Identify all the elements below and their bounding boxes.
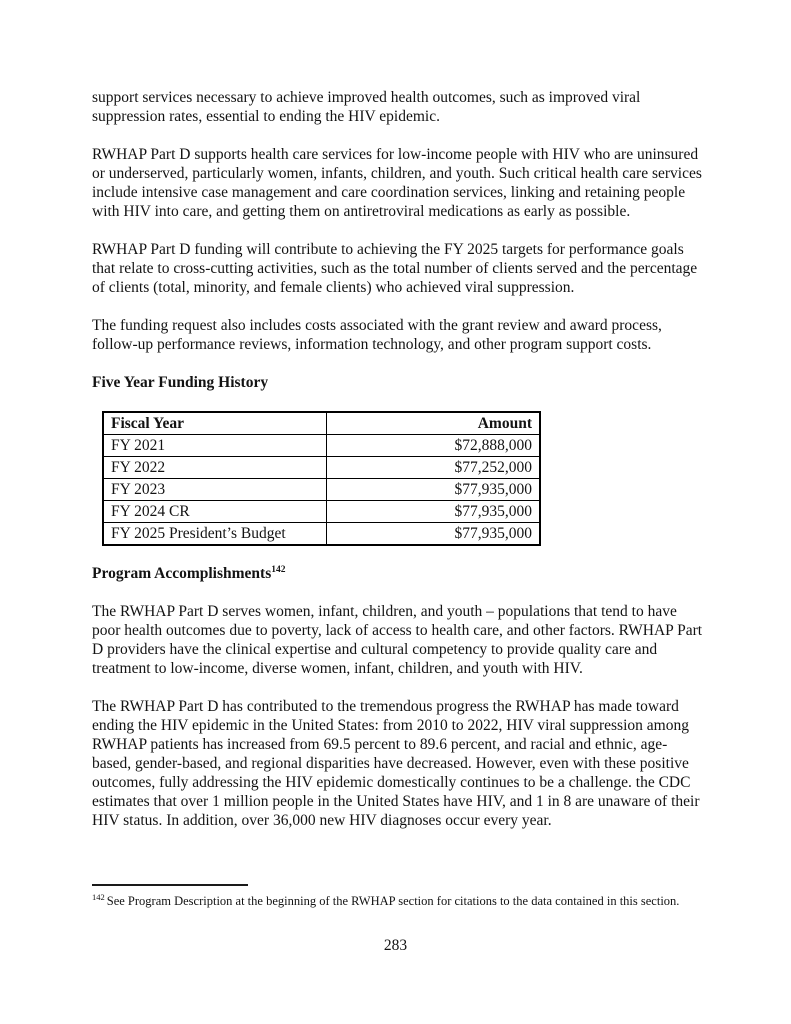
table-row [103,435,540,457]
page-body [92,88,704,849]
footnote-marker: 142 [92,891,105,902]
fiscal-year-cell: FY 2022 [103,457,327,479]
amount-cell: $77,252,000 [327,457,541,479]
funding-history-table [102,411,541,546]
program-accomplishments-heading-text: Program Accomplishments [92,565,272,582]
fiscal-year-cell: FY 2024 CR [103,501,327,523]
table-row [103,479,540,501]
fiscal-year-cell: FY 2023 [103,479,327,501]
body-paragraph: The RWHAP Part D has contributed to the tremendous progress the RWHAP has made toward ending the HIV epidemic in the United States: from 2010 to 2022, HIV viral suppression among RWHAP patients has increased from 69.5 percent to 89.6 percent, and racial and ethnic, age-based, gender-based, and regional disparities have decreased. However, even with these positive outcomes, fully addressing the HIV epidemic domestically continues to be a challenge. the CDC estimates that over 1 million people in the United States have HIV, and 1 in 8 are unaware of their HIV status. In addition, over 36,000 new HIV diagnoses occur every year. [92,698,700,829]
fiscal-year-cell: FY 2025 President’s Budget [103,523,327,546]
amount-cell: $77,935,000 [327,501,541,523]
table-header-amount: Amount [327,412,541,435]
body-paragraph: RWHAP Part D funding will contribute to achieving the FY 2025 targets for performance goals that relate to cross-cutting activities, such as the total number of clients served and the percentage of clients (total, minority, and female clients) who achieved viral suppression. [92,241,698,296]
page-number: 283 [383,937,408,954]
footnote-reference-142: 142 [271,564,286,575]
body-paragraph: The RWHAP Part D serves women, infant, children, and youth – populations that tend to have poor health outcomes due to poverty, lack of access to health care, and other factors. RWHAP Part D providers have the clinical expertise and cultural competency to provide quality care and treatment to low-income, diverse women, infant, children, and youth with HIV. [92,603,703,677]
table-header-row [103,412,540,435]
fiscal-year-cell: FY 2021 [103,435,327,457]
table-row [103,501,540,523]
footnote-text [92,893,704,909]
footnote-body: See Program Description at the beginning of the RWHAP section for citations to the data contained in this section. [106,894,680,908]
amount-cell: $77,935,000 [327,523,541,546]
footnote-separator [92,884,248,886]
amount-cell: $77,935,000 [327,479,541,501]
amount-cell: $72,888,000 [327,435,541,457]
body-paragraph: The funding request also includes costs associated with the grant review and award process, follow-up performance reviews, information technology, and other program support costs. [92,317,662,353]
footnote [92,884,704,909]
table-row [103,523,540,546]
funding-history-heading: Five Year Funding History [92,374,269,391]
program-accomplishments-heading [92,564,704,583]
table-row [103,457,540,479]
body-paragraph: RWHAP Part D supports health care services for low-income people with HIV who are uninsured or underserved, particularly women, infants, children, and youth. Such critical health care services include intensive case management and care coordination services, linking and retaining people with HIV into care, and getting them on antiretroviral medications as early as possible. [92,146,702,220]
table-header-fiscal-year: Fiscal Year [103,412,327,435]
body-paragraph: support services necessary to achieve improved health outcomes, such as improved viral suppression rates, essential to ending the HIV epidemic. [92,89,641,125]
